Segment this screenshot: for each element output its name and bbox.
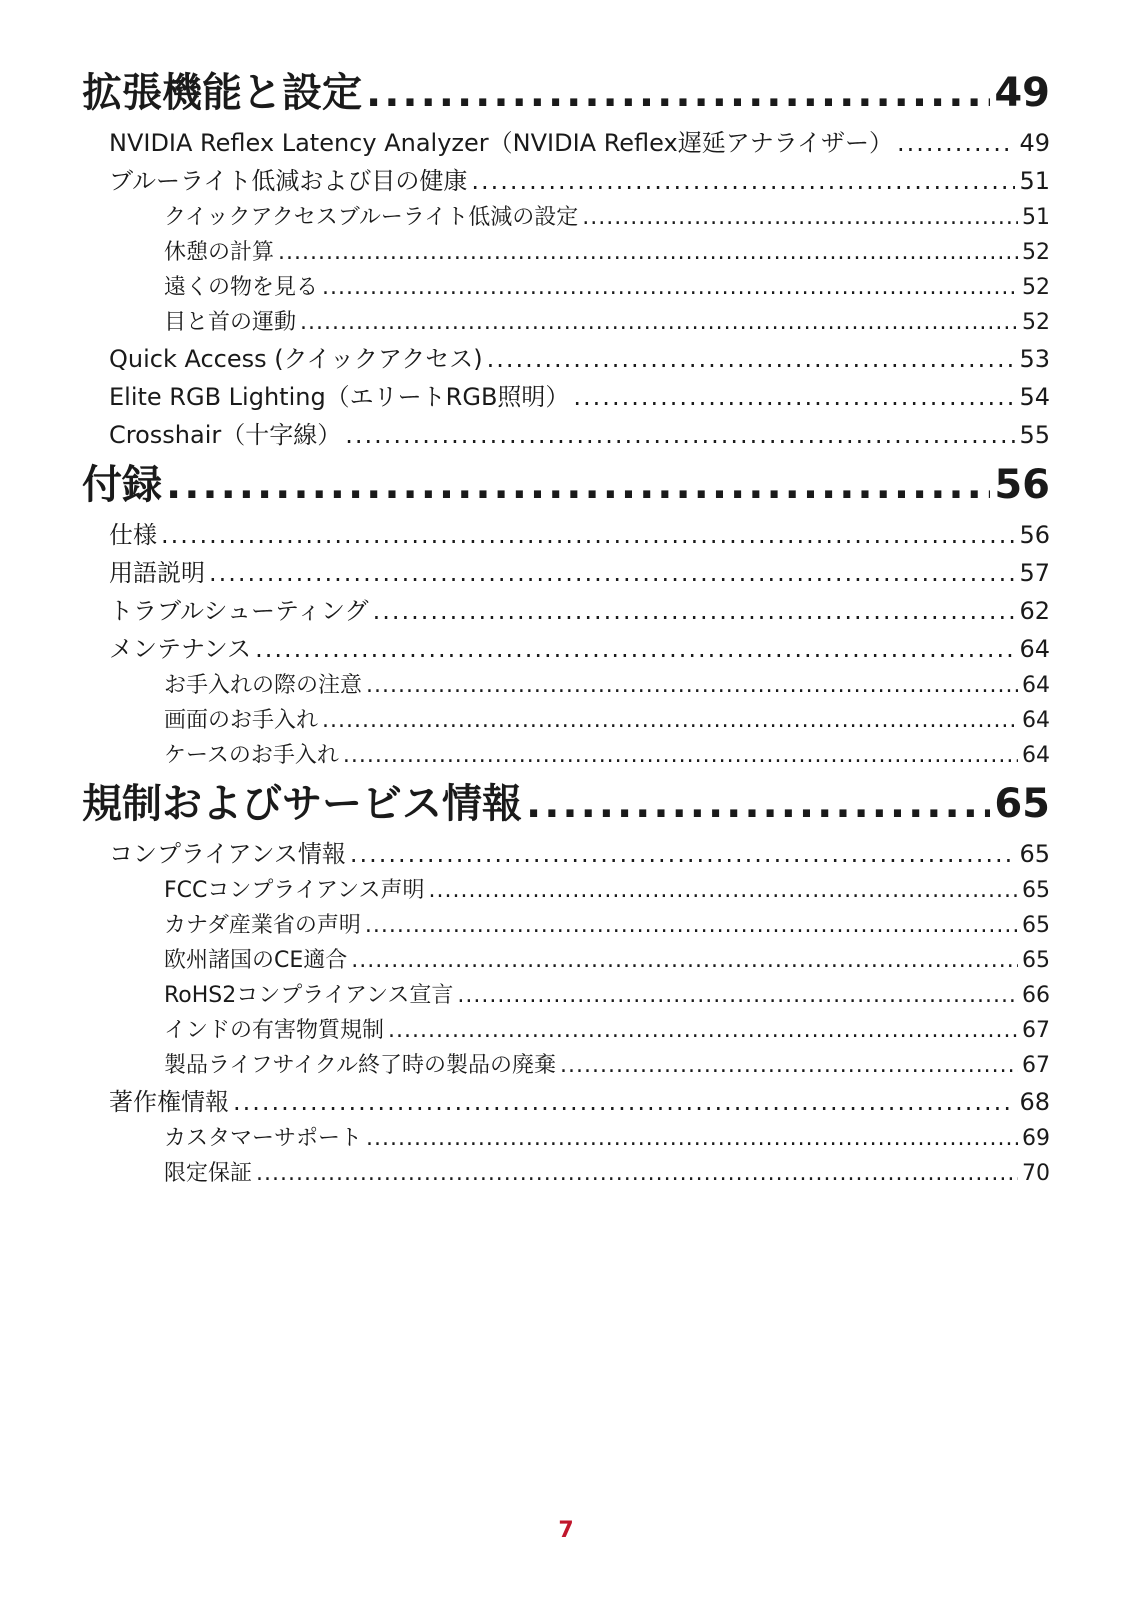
toc-entry-title: 遠くの物を見る bbox=[164, 275, 319, 300]
toc-entry-page: 51 bbox=[1019, 167, 1050, 195]
toc-entry-page: 53 bbox=[1019, 345, 1050, 373]
toc-entry-title: Elite RGB Lighting（エリートRGB照明） bbox=[109, 383, 570, 411]
dot-leader bbox=[526, 773, 990, 835]
toc-entry-page: 66 bbox=[1022, 983, 1050, 1008]
toc-entry-page: 55 bbox=[1019, 421, 1050, 449]
dot-leader bbox=[322, 270, 1018, 305]
toc-entry-page: 49 bbox=[994, 70, 1050, 116]
toc-subsection-entry[interactable] bbox=[82, 668, 1050, 703]
dot-leader bbox=[166, 454, 990, 516]
toc-section-entry[interactable] bbox=[82, 554, 1050, 592]
toc-entry-title: 画面のお手入れ bbox=[164, 708, 319, 733]
dot-leader bbox=[161, 516, 1015, 554]
dot-leader bbox=[388, 1013, 1018, 1048]
toc-subsection-entry[interactable] bbox=[82, 1121, 1050, 1156]
toc-entry-title: 目と首の運動 bbox=[164, 310, 297, 335]
toc-entry-page: 67 bbox=[1022, 1018, 1050, 1043]
toc-entry-page: 51 bbox=[1022, 205, 1050, 230]
toc-entry-title: ケースのお手入れ bbox=[164, 743, 339, 768]
dot-leader bbox=[471, 162, 1015, 200]
toc-entry-page: 52 bbox=[1022, 275, 1050, 300]
toc-subsection-entry[interactable] bbox=[82, 270, 1050, 305]
toc-entry-title: 限定保証 bbox=[164, 1161, 253, 1186]
toc-entry-title: ブルーライト低減および目の健康 bbox=[109, 167, 468, 195]
toc-entry-page: 64 bbox=[1022, 673, 1050, 698]
toc-entry-title: 拡張機能と設定 bbox=[82, 70, 362, 116]
toc-entry-page: 62 bbox=[1019, 597, 1050, 625]
toc-section-entry[interactable] bbox=[82, 835, 1050, 873]
toc-section-entry[interactable] bbox=[82, 378, 1050, 416]
dot-leader bbox=[897, 124, 1015, 162]
dot-leader bbox=[487, 340, 1016, 378]
toc-entry-page: 65 bbox=[1022, 878, 1050, 903]
toc-entry-page: 65 bbox=[1019, 840, 1050, 868]
toc-entry-page: 54 bbox=[1019, 383, 1050, 411]
toc-entry-page: 68 bbox=[1019, 1088, 1050, 1116]
dot-leader bbox=[256, 1156, 1018, 1191]
toc-entry-page: 64 bbox=[1022, 708, 1050, 733]
toc-entry-title: 付録 bbox=[82, 462, 162, 508]
toc-entry-title: 製品ライフサイクル終了時の製品の廃棄 bbox=[164, 1053, 557, 1078]
toc-entry-title: 休憩の計算 bbox=[164, 240, 275, 265]
dot-leader bbox=[233, 1083, 1015, 1121]
toc-entry-title: 欧州諸国のCE適合 bbox=[164, 948, 348, 973]
toc-section-entry[interactable] bbox=[82, 124, 1050, 162]
dot-leader bbox=[345, 416, 1015, 454]
dot-leader bbox=[429, 873, 1018, 908]
toc-entry-page: 56 bbox=[1019, 521, 1050, 549]
toc-entry-page: 57 bbox=[1019, 559, 1050, 587]
dot-leader bbox=[300, 305, 1018, 340]
toc-section-entry[interactable] bbox=[82, 630, 1050, 668]
dot-leader bbox=[343, 738, 1018, 773]
toc-entry-page: 69 bbox=[1022, 1126, 1050, 1151]
toc-entry-page: 64 bbox=[1019, 635, 1050, 663]
toc-entry-page: 67 bbox=[1022, 1053, 1050, 1078]
toc-section-entry[interactable] bbox=[82, 516, 1050, 554]
dot-leader bbox=[322, 703, 1018, 738]
toc-subsection-entry[interactable] bbox=[82, 200, 1050, 235]
toc-subsection-entry[interactable] bbox=[82, 1013, 1050, 1048]
toc-section-entry[interactable] bbox=[82, 416, 1050, 454]
toc-entry-title: カスタマーサポート bbox=[164, 1126, 363, 1151]
dot-leader bbox=[366, 668, 1018, 703]
dot-leader bbox=[365, 908, 1018, 943]
toc-section-entry[interactable] bbox=[82, 592, 1050, 630]
toc-entry-page: 65 bbox=[1022, 948, 1050, 973]
dot-leader bbox=[366, 62, 990, 124]
toc-entry-page: 52 bbox=[1022, 240, 1050, 265]
toc-subsection-entry[interactable] bbox=[82, 1156, 1050, 1191]
toc-chapter-entry[interactable] bbox=[82, 773, 1050, 835]
table-of-contents bbox=[82, 62, 1050, 1191]
toc-subsection-entry[interactable] bbox=[82, 873, 1050, 908]
toc-entry-title: カナダ産業省の声明 bbox=[164, 913, 361, 938]
toc-entry-title: 用語説明 bbox=[109, 559, 205, 587]
toc-entry-title: 仕様 bbox=[109, 521, 157, 549]
toc-entry-page: 64 bbox=[1022, 743, 1050, 768]
dot-leader bbox=[209, 554, 1015, 592]
toc-section-entry[interactable] bbox=[82, 340, 1050, 378]
toc-entry-title: 規制およびサービス情報 bbox=[82, 781, 522, 827]
toc-entry-title: インドの有害物質規制 bbox=[164, 1018, 385, 1043]
dot-leader bbox=[278, 235, 1018, 270]
toc-subsection-entry[interactable] bbox=[82, 943, 1050, 978]
dot-leader bbox=[255, 630, 1015, 668]
toc-section-entry[interactable] bbox=[82, 1083, 1050, 1121]
toc-subsection-entry[interactable] bbox=[82, 908, 1050, 943]
toc-entry-page: 52 bbox=[1022, 310, 1050, 335]
toc-subsection-entry[interactable] bbox=[82, 235, 1050, 270]
toc-entry-title: コンプライアンス情報 bbox=[109, 840, 346, 868]
toc-section-entry[interactable] bbox=[82, 162, 1050, 200]
toc-subsection-entry[interactable] bbox=[82, 305, 1050, 340]
toc-entry-page: 65 bbox=[1022, 913, 1050, 938]
toc-entry-title: クイックアクセスブルーライト低減の設定 bbox=[164, 205, 579, 230]
dot-leader bbox=[582, 200, 1018, 235]
toc-entry-title: 著作権情報 bbox=[109, 1088, 229, 1116]
toc-subsection-entry[interactable] bbox=[82, 703, 1050, 738]
toc-subsection-entry[interactable] bbox=[82, 978, 1050, 1013]
dot-leader bbox=[351, 943, 1018, 978]
dot-leader bbox=[457, 978, 1018, 1013]
dot-leader bbox=[373, 592, 1016, 630]
toc-chapter-entry[interactable] bbox=[82, 62, 1050, 124]
dot-leader bbox=[560, 1048, 1018, 1083]
page-number: 7 bbox=[558, 1518, 574, 1543]
toc-entry-title: FCCコンプライアンス声明 bbox=[164, 878, 425, 903]
toc-entry-page: 65 bbox=[994, 781, 1050, 827]
toc-entry-page: 49 bbox=[1019, 129, 1050, 157]
toc-entry-title: NVIDIA Reflex Latency Analyzer（NVIDIA Reflex遅延アナライザー） bbox=[109, 129, 894, 157]
toc-entry-title: Quick Access (クイックアクセス) bbox=[109, 345, 483, 373]
toc-subsection-entry[interactable] bbox=[82, 1048, 1050, 1083]
toc-entry-title: トラブルシューティング bbox=[109, 597, 369, 625]
toc-entry-title: Crosshair（十字線） bbox=[109, 421, 342, 449]
dot-leader bbox=[573, 378, 1015, 416]
toc-chapter-entry[interactable] bbox=[82, 454, 1050, 516]
dot-leader bbox=[366, 1121, 1018, 1156]
toc-subsection-entry[interactable] bbox=[82, 738, 1050, 773]
toc-entry-page: 70 bbox=[1022, 1161, 1050, 1186]
toc-entry-title: RoHS2コンプライアンス宣言 bbox=[164, 983, 454, 1008]
toc-entry-title: メンテナンス bbox=[109, 635, 252, 663]
dot-leader bbox=[350, 835, 1016, 873]
toc-entry-page: 56 bbox=[994, 462, 1050, 508]
toc-entry-title: お手入れの際の注意 bbox=[164, 673, 363, 698]
